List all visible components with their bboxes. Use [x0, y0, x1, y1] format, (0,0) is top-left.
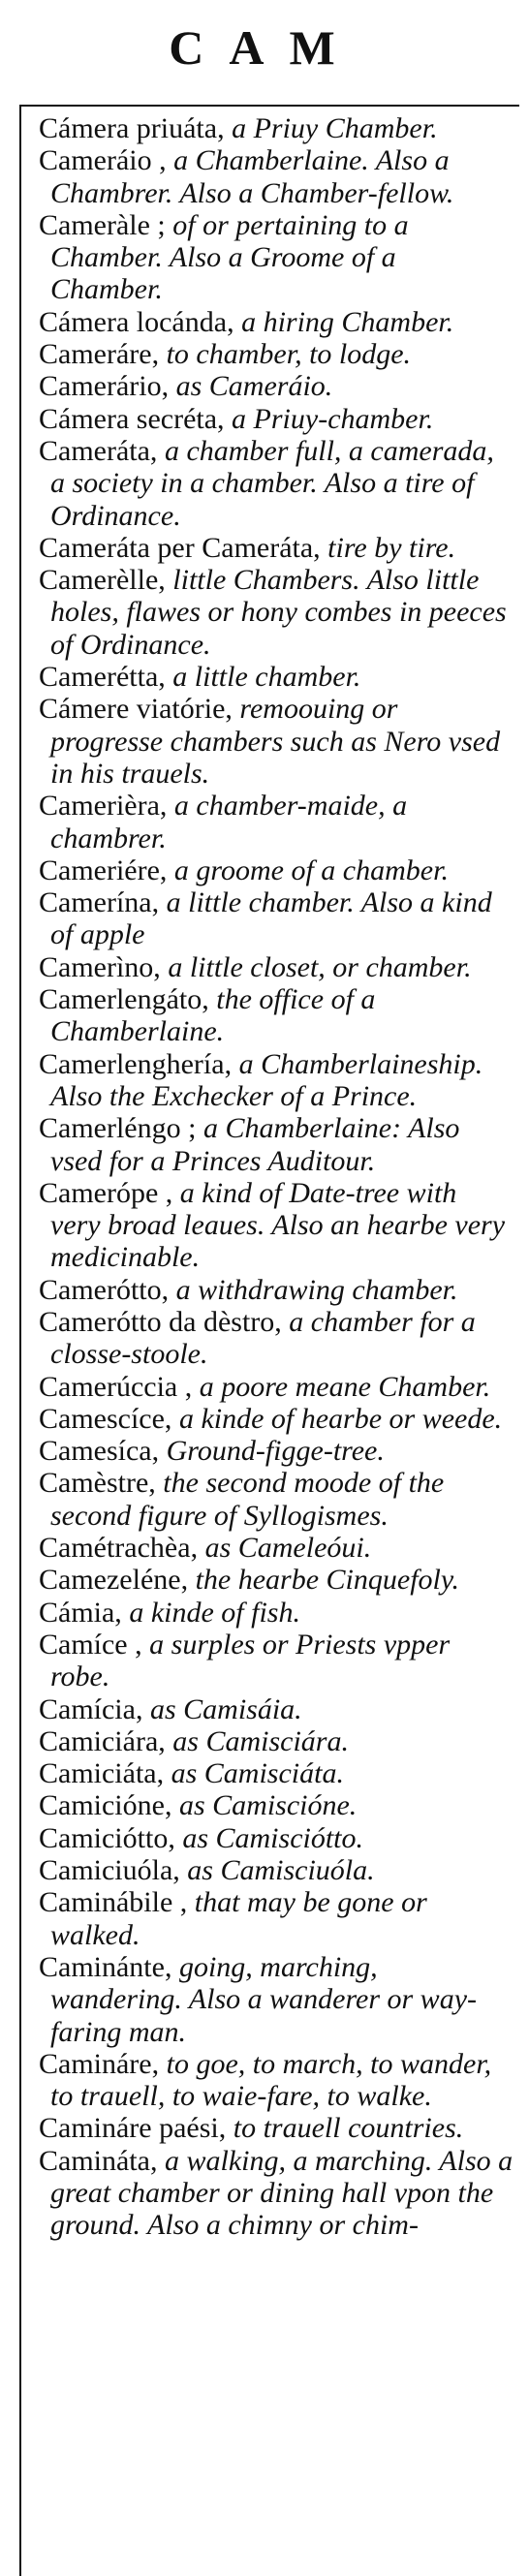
entry-definition: as Camisáia. [142, 1692, 302, 1725]
dictionary-entry [39, 564, 513, 661]
entry-definition: the office of a Chamberlaine. [50, 983, 376, 1048]
entry-definition: a Chamberlaine. Also a Chambrer. Also a Chamber-fellow. [50, 144, 454, 209]
dictionary-entry [39, 1177, 513, 1274]
dictionary-entry [39, 1629, 513, 1693]
entry-definition: remoouing or progresse chambers such as Nero vsed in his trauels. [50, 693, 501, 790]
dictionary-entry [39, 886, 513, 951]
dictionary-entry [39, 209, 513, 306]
entry-definition: as Camisciáta. [164, 1757, 344, 1790]
entry-definition: a Priuy Chamber. [224, 112, 438, 144]
page-header: CAM [169, 20, 360, 75]
dictionary-entry [39, 1306, 513, 1371]
dictionary-entry [39, 790, 513, 854]
entry-headword: Camináre paési, [39, 2112, 227, 2145]
entry-headword: Cámere viatórie, [39, 693, 233, 726]
entry-headword: Camesíca, [39, 1435, 160, 1468]
entry-headword: Caminábile , [39, 1886, 188, 1919]
entry-definition: a Chamberlaine: Also vsed for a Princes Auditour. [50, 1112, 460, 1177]
entry-headword: Camerúccia , [39, 1370, 193, 1403]
dictionary-entry [39, 951, 513, 983]
dictionary-entry [39, 2112, 513, 2144]
entry-headword: Camiciótto, [39, 1821, 175, 1854]
entry-headword: Camerótto da dèstro, [39, 1305, 282, 1338]
dictionary-entry [39, 144, 513, 209]
entry-list [21, 107, 519, 2242]
entry-definition: going, marching, wandering. Also a wanderer or way-faring man. [50, 1950, 477, 2048]
entry-definition: tire by tire. [320, 531, 456, 564]
dictionary-entry [39, 661, 513, 693]
entry-definition: the second moode of the second figure of Syllogismes. [50, 1467, 445, 1532]
entry-headword: Camerlenghería, [39, 1047, 233, 1080]
dictionary-entry [39, 1597, 513, 1629]
entry-definition: that may be gone or walked. [50, 1886, 427, 1951]
entry-definition: a kinde of hearbe or weede. [171, 1402, 503, 1435]
entry-headword: Camétrachèa, [39, 1532, 199, 1565]
dictionary-entry [39, 112, 513, 144]
entry-headword: Camerièra, [39, 790, 168, 822]
dictionary-entry [39, 1854, 513, 1886]
dictionary-entry [39, 693, 513, 790]
dictionary-entry [39, 1048, 513, 1113]
entry-definition: a little closet, or chamber. [160, 950, 472, 983]
dictionary-entry [39, 1789, 513, 1821]
entry-definition: a groome of a chamber. [167, 853, 449, 886]
dictionary-entry [39, 532, 513, 564]
entry-headword: Cameráre, [39, 338, 160, 371]
entry-headword: Camináre, [39, 2047, 160, 2080]
entry-headword: Cameráio , [39, 144, 167, 177]
entry-headword: Cameràle ; [39, 208, 166, 241]
dictionary-entry [39, 1112, 513, 1177]
dictionary-entry [39, 1757, 513, 1789]
dictionary-entry [39, 983, 513, 1048]
dictionary-entry [39, 338, 513, 370]
entry-definition: a hiring Chamber. [233, 305, 454, 338]
entry-definition: a little chamber. [165, 661, 361, 694]
entry-headword: Camíce , [39, 1628, 142, 1660]
entry-headword: Cámera locánda, [39, 305, 234, 338]
entry-headword: Cámia, [39, 1596, 122, 1629]
entry-headword: Camerário, [39, 370, 170, 403]
entry-definition: a Priuy-chamber. [224, 402, 434, 435]
dictionary-entry [39, 1951, 513, 2048]
entry-headword: Camerótto, [39, 1273, 170, 1306]
dictionary-entry [39, 1532, 513, 1564]
entry-definition: a withdrawing chamber. [169, 1273, 458, 1306]
entry-definition: a kind of Date-tree with very broad leaues. Also an hearbe very medicinable. [50, 1176, 506, 1274]
entry-headword: Cameráta, [39, 434, 158, 467]
dictionary-entry [39, 1725, 513, 1757]
entry-headword: Camerléngo ; [39, 1112, 197, 1145]
entry-definition: to chamber, to lodge. [159, 338, 412, 371]
entry-definition: a chamber for a closse-stoole. [50, 1305, 476, 1371]
entry-headword: Cámera priuáta, [39, 112, 225, 144]
entry-headword: Camezeléne, [39, 1564, 189, 1597]
entry-headword: Cameriére, [39, 853, 168, 886]
entry-definition: a chamber-maide, a chambrer. [50, 790, 408, 854]
dictionary-entry [39, 1693, 513, 1725]
dictionary-entry [39, 1435, 513, 1467]
entry-headword: Camerópe , [39, 1176, 173, 1209]
dictionary-entry [39, 370, 513, 402]
entry-headword: Camerétta, [39, 661, 166, 694]
entry-headword: Camiciára, [39, 1724, 166, 1757]
dictionary-entry [39, 2145, 513, 2242]
dictionary-entry [39, 1564, 513, 1596]
dictionary-entry [39, 1886, 513, 1951]
dictionary-entry [39, 1371, 513, 1403]
entry-definition: as Cameráio. [169, 370, 333, 403]
entry-headword: Camiciáta, [39, 1757, 165, 1790]
entry-definition: Ground-figge-tree. [159, 1435, 385, 1468]
entry-headword: Camerína, [39, 886, 160, 919]
entry-headword: Camináta, [39, 2144, 158, 2177]
entry-definition: as Camisciótto. [174, 1821, 364, 1854]
entry-headword: Camescíce, [39, 1402, 172, 1435]
entry-definition: little Chambers. Also little holes, flawes or hony combes in peeces of Ordinance. [50, 564, 507, 661]
entry-definition: of or pertaining to a Chamber. Also a Groome of a Chamber. [50, 208, 409, 306]
entry-headword: Camicióne, [39, 1789, 172, 1822]
entry-definition: a little chamber. Also a kind of apple [50, 886, 492, 951]
dictionary-entry [39, 403, 513, 435]
entry-headword: Cameráta per Cameráta, [39, 531, 321, 564]
dictionary-entry [39, 1403, 513, 1435]
entry-headword: Cámera secréta, [39, 402, 225, 435]
entry-headword: Camerèlle, [39, 564, 166, 597]
entry-definition: to trauell countries. [226, 2112, 464, 2145]
entry-definition: a chamber full, a camerada, a society in a chamber. Also a tire of Ordinance. [50, 434, 494, 532]
dictionary-entry [39, 2048, 513, 2113]
entry-headword: Camícia, [39, 1692, 143, 1725]
entry-definition: a walking, a marching. Also a great chamber or dining hall vpon the ground. Also a chimny or chim- [50, 2144, 513, 2242]
entry-definition: a surples or Priests vpper robe. [50, 1628, 451, 1693]
dictionary-entry [39, 1274, 513, 1306]
entry-headword: Camerìno, [39, 950, 161, 983]
entry-definition: a kinde of fish. [121, 1596, 300, 1629]
entry-definition: the hearbe Cinquefoly. [188, 1564, 460, 1597]
dictionary-entry [39, 854, 513, 886]
dictionary-entry [39, 1822, 513, 1854]
entry-definition: as Cameleóui. [198, 1532, 372, 1565]
dictionary-entry [39, 435, 513, 532]
entry-headword: Caminánte, [39, 1950, 172, 1983]
entry-headword: Camèstre, [39, 1467, 156, 1500]
entry-definition: as Camisciára. [165, 1724, 349, 1757]
entry-definition: to goe, to march, to wander, to trauell, to waie-fare, to walke. [50, 2047, 492, 2113]
entry-definition: as Camiscióne. [171, 1789, 358, 1822]
entry-headword: Camerlengáto, [39, 983, 209, 1016]
dictionary-entry [39, 306, 513, 338]
entry-headword: Camiciuóla, [39, 1854, 180, 1887]
entry-definition: as Camisciuóla. [179, 1854, 375, 1887]
dictionary-entry [39, 1467, 513, 1532]
entry-column [19, 105, 519, 2576]
entry-definition: a Chamberlaineship. Also the Exchecker of a Prince. [50, 1047, 483, 1112]
entry-definition: a poore meane Chamber. [192, 1370, 491, 1403]
